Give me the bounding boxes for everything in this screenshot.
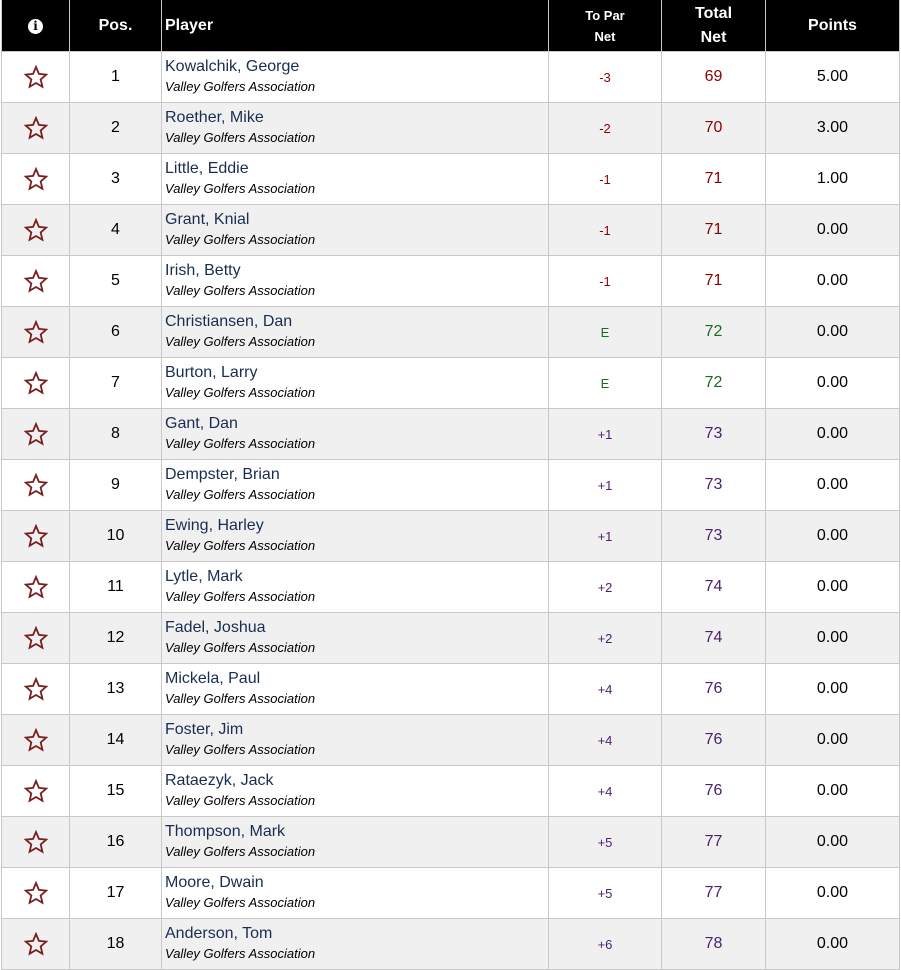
header-pos[interactable]: Pos.: [70, 0, 162, 52]
player-cell[interactable]: [162, 766, 549, 817]
table-row: [2, 562, 900, 613]
table-row: [2, 409, 900, 460]
player-club: Valley Golfers Association: [165, 334, 316, 349]
player-name[interactable]: Grant, Knial: [165, 211, 250, 228]
position-cell: [70, 664, 162, 715]
points-value: 0.00: [816, 272, 849, 289]
table-row: [2, 868, 900, 919]
to-par-value: +2: [597, 630, 613, 646]
to-par-cell: [549, 868, 662, 919]
player-club: Valley Golfers Association: [165, 79, 316, 94]
player-club: Valley Golfers Association: [165, 487, 316, 502]
player-name[interactable]: Moore, Dwain: [165, 874, 264, 891]
header-player[interactable]: Player: [162, 0, 549, 52]
favorite-cell[interactable]: [2, 52, 70, 103]
header-total-line1: Total: [694, 4, 733, 22]
position-cell: [70, 766, 162, 817]
to-par-cell: [549, 715, 662, 766]
to-par-cell: [549, 205, 662, 256]
to-par-value: +4: [597, 681, 613, 697]
total-net-value: 77: [704, 833, 723, 850]
info-icon[interactable]: i: [28, 19, 43, 34]
total-net-value: 71: [704, 272, 723, 289]
favorite-cell[interactable]: [2, 154, 70, 205]
position-cell: [70, 868, 162, 919]
position-cell: [70, 52, 162, 103]
position-value: 2: [111, 119, 120, 136]
points-value: 0.00: [816, 374, 849, 391]
favorite-cell[interactable]: [2, 664, 70, 715]
total-net-value: 73: [704, 425, 723, 442]
total-net-cell: [662, 715, 766, 766]
to-par-value: +1: [597, 528, 613, 544]
player-cell[interactable]: [162, 664, 549, 715]
leaderboard-body: [2, 52, 900, 970]
position-cell: [70, 817, 162, 868]
header-info[interactable]: [2, 0, 70, 52]
to-par-value: +6: [597, 936, 613, 952]
total-net-cell: [662, 205, 766, 256]
player-cell[interactable]: [162, 307, 549, 358]
star-icon[interactable]: [24, 728, 48, 752]
points-cell: [766, 766, 900, 817]
to-par-value: +5: [597, 834, 613, 850]
player-club: Valley Golfers Association: [165, 691, 316, 706]
to-par-value: -1: [599, 222, 611, 238]
table-row: [2, 460, 900, 511]
position-cell: [70, 715, 162, 766]
position-cell: [70, 511, 162, 562]
player-name[interactable]: Christiansen, Dan: [165, 313, 293, 330]
position-value: 10: [106, 527, 125, 544]
position-value: 1: [111, 68, 120, 85]
points-cell: [766, 919, 900, 970]
to-par-value: E: [600, 324, 610, 340]
to-par-cell: [549, 52, 662, 103]
table-row: [2, 511, 900, 562]
star-icon[interactable]: [24, 218, 48, 242]
points-cell: [766, 817, 900, 868]
total-net-value: 78: [704, 935, 723, 952]
favorite-cell[interactable]: [2, 715, 70, 766]
table-row: [2, 358, 900, 409]
position-value: 18: [106, 935, 125, 952]
to-par-value: +5: [597, 885, 613, 901]
player-club: Valley Golfers Association: [165, 844, 316, 859]
points-cell: [766, 205, 900, 256]
player-club: Valley Golfers Association: [165, 130, 316, 145]
to-par-cell: [549, 919, 662, 970]
position-value: 8: [111, 425, 120, 442]
header-total-line2: Net: [700, 28, 727, 46]
header-to-par-line2: Net: [594, 28, 616, 44]
player-name[interactable]: Kowalchik, George: [165, 58, 300, 75]
player-cell[interactable]: [162, 511, 549, 562]
points-cell: [766, 256, 900, 307]
header-to-par-net[interactable]: [549, 0, 662, 52]
position-value: 4: [111, 221, 120, 238]
favorite-cell[interactable]: [2, 205, 70, 256]
table-row: [2, 766, 900, 817]
favorite-cell[interactable]: [2, 613, 70, 664]
points-cell: [766, 358, 900, 409]
total-net-cell: [662, 562, 766, 613]
total-net-cell: [662, 613, 766, 664]
position-cell: [70, 562, 162, 613]
points-value: 0.00: [816, 884, 849, 901]
player-name[interactable]: Gant, Dan: [165, 415, 238, 432]
points-value: 0.00: [816, 833, 849, 850]
points-cell: [766, 307, 900, 358]
points-cell: [766, 868, 900, 919]
player-name[interactable]: Ewing, Harley: [165, 517, 264, 534]
points-value: 0.00: [816, 782, 849, 799]
player-club: Valley Golfers Association: [165, 946, 316, 961]
position-value: 7: [111, 374, 120, 391]
points-value: 0.00: [816, 527, 849, 544]
player-cell[interactable]: [162, 256, 549, 307]
star-icon[interactable]: [24, 779, 48, 803]
position-value: 9: [111, 476, 120, 493]
favorite-cell[interactable]: [2, 766, 70, 817]
player-cell[interactable]: [162, 715, 549, 766]
star-icon[interactable]: [24, 116, 48, 140]
to-par-value: -1: [599, 273, 611, 289]
position-value: 6: [111, 323, 120, 340]
points-cell: [766, 664, 900, 715]
to-par-cell: [549, 817, 662, 868]
to-par-value: -1: [599, 171, 611, 187]
to-par-cell: [549, 664, 662, 715]
total-net-cell: [662, 919, 766, 970]
player-name[interactable]: Lytle, Mark: [165, 568, 243, 585]
total-net-value: 74: [704, 629, 723, 646]
favorite-cell[interactable]: [2, 919, 70, 970]
player-name[interactable]: Irish, Betty: [165, 262, 241, 279]
position-cell: [70, 460, 162, 511]
points-cell: [766, 52, 900, 103]
player-cell[interactable]: [162, 613, 549, 664]
to-par-value: +2: [597, 579, 613, 595]
to-par-cell: [549, 562, 662, 613]
points-value: 0.00: [816, 680, 849, 697]
position-cell: [70, 103, 162, 154]
table-row: [2, 205, 900, 256]
total-net-value: 73: [704, 527, 723, 544]
favorite-cell[interactable]: [2, 358, 70, 409]
total-net-cell: [662, 409, 766, 460]
total-net-value: 71: [704, 170, 723, 187]
total-net-cell: [662, 868, 766, 919]
position-value: 11: [107, 578, 124, 595]
player-name[interactable]: Anderson, Tom: [165, 925, 273, 942]
position-value: 12: [106, 629, 125, 646]
to-par-value: +1: [597, 477, 613, 493]
player-cell[interactable]: [162, 868, 549, 919]
star-icon[interactable]: [24, 830, 48, 854]
player-name[interactable]: Thompson, Mark: [165, 823, 286, 840]
to-par-cell: [549, 256, 662, 307]
total-net-value: 71: [704, 221, 723, 238]
total-net-cell: [662, 307, 766, 358]
leaderboard-table: [1, 0, 900, 970]
position-cell: [70, 154, 162, 205]
player-name[interactable]: Foster, Jim: [165, 721, 244, 738]
to-par-cell: [549, 460, 662, 511]
player-club: Valley Golfers Association: [165, 232, 316, 247]
total-net-value: 69: [704, 68, 723, 85]
to-par-cell: [549, 766, 662, 817]
position-cell: [70, 919, 162, 970]
player-cell[interactable]: [162, 103, 549, 154]
points-value: 0.00: [816, 629, 849, 646]
points-cell: [766, 613, 900, 664]
total-net-cell: [662, 52, 766, 103]
total-net-value: 76: [704, 680, 723, 697]
points-cell: [766, 562, 900, 613]
leaderboard-header: [2, 0, 900, 52]
header-points[interactable]: Points: [766, 0, 900, 52]
favorite-cell[interactable]: [2, 103, 70, 154]
table-row: [2, 103, 900, 154]
total-net-value: 76: [704, 731, 723, 748]
player-club: Valley Golfers Association: [165, 538, 316, 553]
to-par-value: +1: [597, 426, 613, 442]
points-cell: [766, 715, 900, 766]
total-net-cell: [662, 460, 766, 511]
total-net-cell: [662, 817, 766, 868]
total-net-cell: [662, 358, 766, 409]
favorite-cell[interactable]: [2, 460, 70, 511]
star-icon[interactable]: [24, 320, 48, 344]
to-par-cell: [549, 307, 662, 358]
points-value: 0.00: [816, 578, 849, 595]
favorite-cell[interactable]: [2, 409, 70, 460]
position-value: 15: [106, 782, 125, 799]
player-club: Valley Golfers Association: [165, 793, 316, 808]
player-cell[interactable]: [162, 52, 549, 103]
position-value: 13: [106, 680, 125, 697]
star-icon[interactable]: [24, 626, 48, 650]
star-icon[interactable]: [24, 575, 48, 599]
position-cell: [70, 256, 162, 307]
player-name[interactable]: Mickela, Paul: [165, 670, 261, 687]
to-par-value: +4: [597, 732, 613, 748]
player-name[interactable]: Little, Eddie: [165, 160, 249, 177]
star-icon[interactable]: [24, 167, 48, 191]
total-net-cell: [662, 766, 766, 817]
player-club: Valley Golfers Association: [165, 895, 316, 910]
star-icon[interactable]: [24, 65, 48, 89]
player-name[interactable]: Rataezyk, Jack: [165, 772, 274, 789]
star-icon[interactable]: [24, 881, 48, 905]
table-row: [2, 154, 900, 205]
table-row: [2, 307, 900, 358]
table-row: [2, 256, 900, 307]
points-cell: [766, 409, 900, 460]
favorite-cell[interactable]: [2, 256, 70, 307]
points-value: 0.00: [816, 425, 849, 442]
position-value: 17: [106, 884, 125, 901]
to-par-cell: [549, 358, 662, 409]
player-cell[interactable]: [162, 358, 549, 409]
to-par-value: -2: [599, 120, 611, 136]
points-cell: [766, 103, 900, 154]
table-row: [2, 613, 900, 664]
favorite-cell[interactable]: [2, 868, 70, 919]
player-name[interactable]: Dempster, Brian: [165, 466, 280, 483]
total-net-cell: [662, 511, 766, 562]
star-icon[interactable]: [24, 932, 48, 956]
player-club: Valley Golfers Association: [165, 283, 316, 298]
player-name[interactable]: Fadel, Joshua: [165, 619, 266, 636]
total-net-value: 74: [704, 578, 723, 595]
total-net-cell: [662, 154, 766, 205]
total-net-cell: [662, 103, 766, 154]
table-row: [2, 664, 900, 715]
player-club: Valley Golfers Association: [165, 742, 316, 757]
to-par-cell: [549, 103, 662, 154]
star-icon[interactable]: [24, 677, 48, 701]
to-par-cell: [549, 409, 662, 460]
player-club: Valley Golfers Association: [165, 181, 316, 196]
position-value: 16: [106, 833, 125, 850]
header-to-par-line1: To Par: [585, 7, 625, 23]
total-net-value: 72: [704, 374, 723, 391]
player-cell[interactable]: [162, 205, 549, 256]
total-net-value: 72: [704, 323, 723, 340]
position-cell: [70, 307, 162, 358]
to-par-cell: [549, 511, 662, 562]
position-value: 14: [106, 731, 125, 748]
position-cell: [70, 613, 162, 664]
points-value: 0.00: [816, 731, 849, 748]
player-cell[interactable]: [162, 817, 549, 868]
to-par-cell: [549, 154, 662, 205]
star-icon[interactable]: [24, 269, 48, 293]
position-value: 3: [111, 170, 120, 187]
points-value: 5.00: [816, 68, 849, 85]
total-net-cell: [662, 256, 766, 307]
favorite-cell[interactable]: [2, 562, 70, 613]
star-icon[interactable]: [24, 524, 48, 548]
player-cell[interactable]: [162, 460, 549, 511]
player-cell[interactable]: [162, 154, 549, 205]
to-par-value: E: [600, 375, 610, 391]
total-net-value: 73: [704, 476, 723, 493]
player-club: Valley Golfers Association: [165, 436, 316, 451]
total-net-value: 76: [704, 782, 723, 799]
points-value: 0.00: [816, 323, 849, 340]
points-cell: [766, 154, 900, 205]
favorite-cell[interactable]: [2, 817, 70, 868]
player-name[interactable]: Burton, Larry: [165, 364, 258, 381]
player-club: Valley Golfers Association: [165, 640, 316, 655]
points-cell: [766, 460, 900, 511]
table-row: [2, 52, 900, 103]
to-par-value: +4: [597, 783, 613, 799]
to-par-value: -3: [599, 69, 611, 85]
header-row: [2, 0, 900, 52]
total-net-value: 77: [704, 884, 723, 901]
header-total-net[interactable]: [662, 0, 766, 52]
table-row: [2, 817, 900, 868]
player-name[interactable]: Roether, Mike: [165, 109, 264, 126]
points-value: 1.00: [816, 170, 849, 187]
points-value: 0.00: [816, 935, 849, 952]
player-cell[interactable]: [162, 409, 549, 460]
star-icon[interactable]: [24, 371, 48, 395]
table-row: [2, 919, 900, 970]
to-par-cell: [549, 613, 662, 664]
star-icon[interactable]: [24, 473, 48, 497]
points-value: 0.00: [816, 476, 849, 493]
player-club: Valley Golfers Association: [165, 589, 316, 604]
points-value: 0.00: [816, 221, 849, 238]
favorite-cell[interactable]: [2, 307, 70, 358]
player-club: Valley Golfers Association: [165, 385, 316, 400]
position-cell: [70, 358, 162, 409]
total-net-cell: [662, 664, 766, 715]
favorite-cell[interactable]: [2, 511, 70, 562]
points-value: 3.00: [816, 119, 849, 136]
points-cell: [766, 511, 900, 562]
total-net-value: 70: [704, 119, 723, 136]
player-cell[interactable]: [162, 919, 549, 970]
position-value: 5: [111, 272, 120, 289]
position-cell: [70, 409, 162, 460]
star-icon[interactable]: [24, 422, 48, 446]
player-cell[interactable]: [162, 562, 549, 613]
position-cell: [70, 205, 162, 256]
table-row: [2, 715, 900, 766]
